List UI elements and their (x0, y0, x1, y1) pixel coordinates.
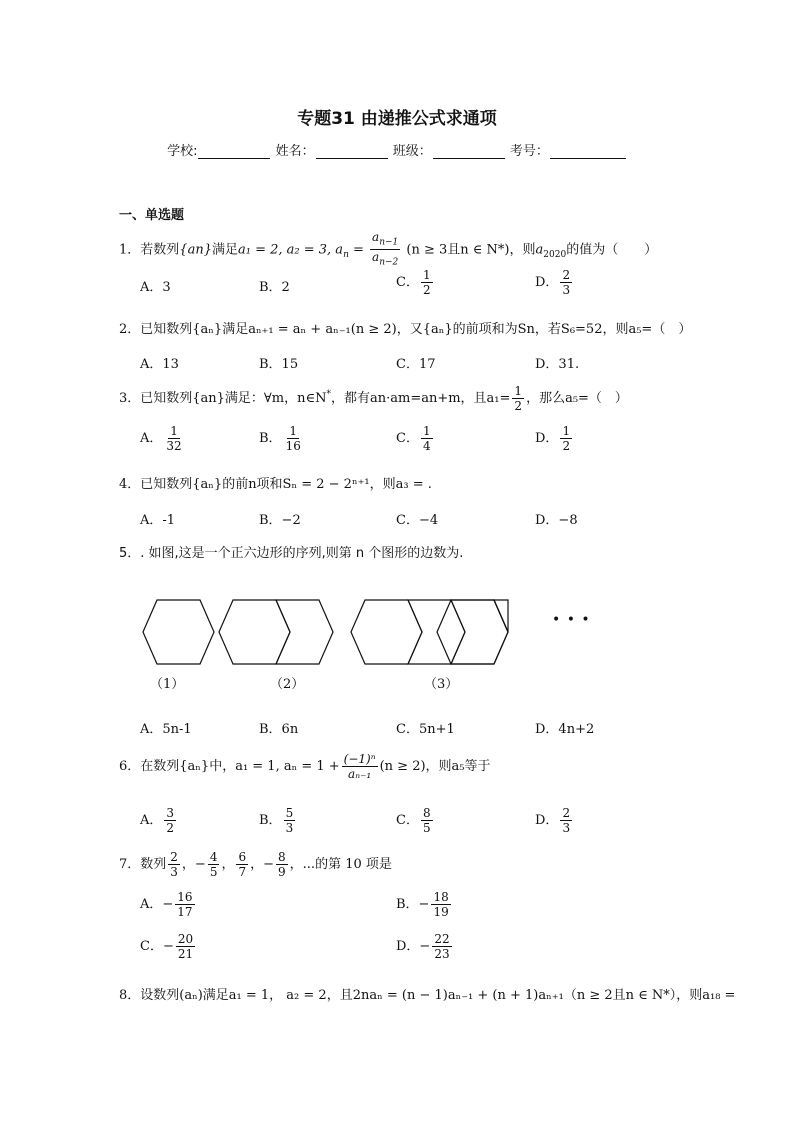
page-title: 专题31 由递推公式求通项 (297, 109, 497, 129)
q4-option-a[interactable]: A．-1 (140, 513, 176, 528)
hexagon-figure-1 (143, 600, 214, 664)
school-blank[interactable] (198, 145, 270, 159)
q1-text2: 满足 (211, 242, 238, 258)
q1-target: a (535, 242, 544, 258)
q1-seq2: n} (195, 242, 212, 258)
q2-option-b[interactable]: B．15 (259, 357, 299, 372)
q4-option-c[interactable]: C．−4 (396, 513, 439, 528)
question-5: 5．. 如图,这是一个正六边形的序列,则第 n 个图形的边数为. (119, 546, 464, 561)
question-4: 4．已知数列{aₙ}的前n项和Sₙ = 2 − 2ⁿ⁺¹，则a₃ = . (119, 477, 432, 492)
q1-text4: 的值为（ ） (566, 242, 658, 258)
hexagon-sequence-figure (135, 596, 595, 666)
q7-option-c[interactable]: C．− $\frac{20}{21}$ (140, 932, 194, 961)
q3-option-c[interactable]: C． $\frac{1}{4}$ (396, 424, 431, 453)
q6-option-d[interactable]: D． $\frac{2}{3}$ (535, 806, 571, 835)
hexagon-figure-2 (219, 600, 333, 664)
q7-option-d[interactable]: D．− $\frac{22}{23}$ (396, 932, 450, 961)
question-2: 2．已知数列{aₙ}满足aₙ₊₁ = aₙ + aₙ₋₁(n ≥ 2)，又{aₙ}的前项和为Sn，若S₆=52，则a₅=（ ） (119, 322, 692, 337)
exam-number-blank[interactable] (550, 145, 626, 159)
q3-option-a[interactable]: A． $\frac{1}{32}$ (140, 424, 182, 453)
q1-seq: {a (179, 242, 196, 258)
q7-option-b[interactable]: B．− $\frac{18}{19}$ (396, 890, 449, 919)
q3-option-d[interactable]: D． $\frac{1}{2}$ (535, 424, 571, 453)
figure-2-caption: （2） (270, 677, 305, 692)
q1-option-b[interactable]: B．2 (259, 280, 290, 295)
q1-option-d[interactable]: D． $\frac{2}{3}$ (535, 268, 571, 297)
q1-target-sub: 2020 (543, 249, 567, 260)
question-6: 6．在数列{aₙ}中，a₁ = 1, aₙ = 1 + $\frac{\text{(−1)ⁿ}}{\text{aₙ₋₁}}$ (n ≥ 2)，则a₅等于 (119, 752, 491, 781)
q1-option-c[interactable]: C． $\frac{1}{2}$ (396, 268, 431, 297)
section-heading: 一、单选题 (119, 208, 185, 223)
figure-3-caption: （3） (424, 677, 459, 692)
q1-text3: ，则 (509, 242, 536, 258)
q6-option-b[interactable]: B． $\frac{5}{3}$ (259, 806, 294, 835)
q1-condition: a₁ = 2, a₂ = 3, a (238, 242, 344, 258)
ellipsis-dots: • • • (552, 612, 591, 628)
name-blank[interactable] (316, 145, 388, 159)
question-7: 7．数列 $\frac{2}{3}$ ，− $\frac{4}{5}$ ， $\frac{6}{7}$ ，− $\frac{8}{9}$ ，...的第 10 项是 (119, 850, 392, 879)
q7-option-a[interactable]: A．− $\frac{16}{17}$ (140, 890, 193, 919)
q1-option-a[interactable]: A．3 (140, 280, 171, 295)
exam-number-label: 考号： (509, 144, 549, 159)
q4-option-d[interactable]: D．−8 (535, 513, 578, 528)
question-8: 8．设数列(aₙ)满足a₁ = 1， a₂ = 2，且2naₙ = (n − 1)aₙ₋₁ + (n + 1)aₙ₊₁（n ≥ 2且n ∈ N*），则a₁₈ = (119, 988, 736, 1003)
question-3: 3．已知数列{an}满足：∀m，n∈N*，都有an·am=an+m，且a₁= $\frac{1}{2}$ ，那么a₅=（ ） (119, 384, 628, 413)
student-info-line (0, 140, 794, 159)
class-label: 班级： (392, 144, 432, 159)
q6-option-c[interactable]: C． $\frac{8}{5}$ (396, 806, 431, 835)
q2-option-d[interactable]: D．31. (535, 357, 580, 372)
q5-option-b[interactable]: B．6n (259, 722, 299, 737)
q4-option-b[interactable]: B．−2 (259, 513, 301, 528)
q3-option-b[interactable]: B． $\frac{1}{16}$ (259, 424, 301, 453)
q5-option-c[interactable]: C．5n+1 (396, 722, 455, 737)
school-label: 学校: (167, 144, 198, 159)
q5-option-a[interactable]: A．5n-1 (140, 722, 192, 737)
figure-1-caption: （1） (150, 677, 185, 692)
q1-fraction: $\frac{a_{n-1}}{a_{n-2}}$ (372, 230, 399, 268)
class-blank[interactable] (433, 145, 505, 159)
q2-option-a[interactable]: A．13 (140, 357, 179, 372)
name-label: 姓名： (275, 144, 315, 159)
q1-text: 若数列 (140, 242, 180, 258)
q6-option-a[interactable]: A． $\frac{3}{2}$ (140, 806, 175, 835)
q1-range: (n ≥ 3且n ∈ N*) (406, 242, 510, 258)
question-1: 1．若数列{an}满足a₁ = 2, a₂ = 3, $a_n$ = $\frac{a_{n-1}}{a_{n-2}}$ (n ≥ 3且n ∈ N*)，则$a_{2020}$的值为（ ） (119, 230, 658, 268)
q1-number: 1． (119, 242, 141, 258)
q5-option-d[interactable]: D．4n+2 (535, 722, 595, 737)
hexagon-figure-3 (351, 600, 508, 664)
q2-option-c[interactable]: C．17 (396, 357, 436, 372)
